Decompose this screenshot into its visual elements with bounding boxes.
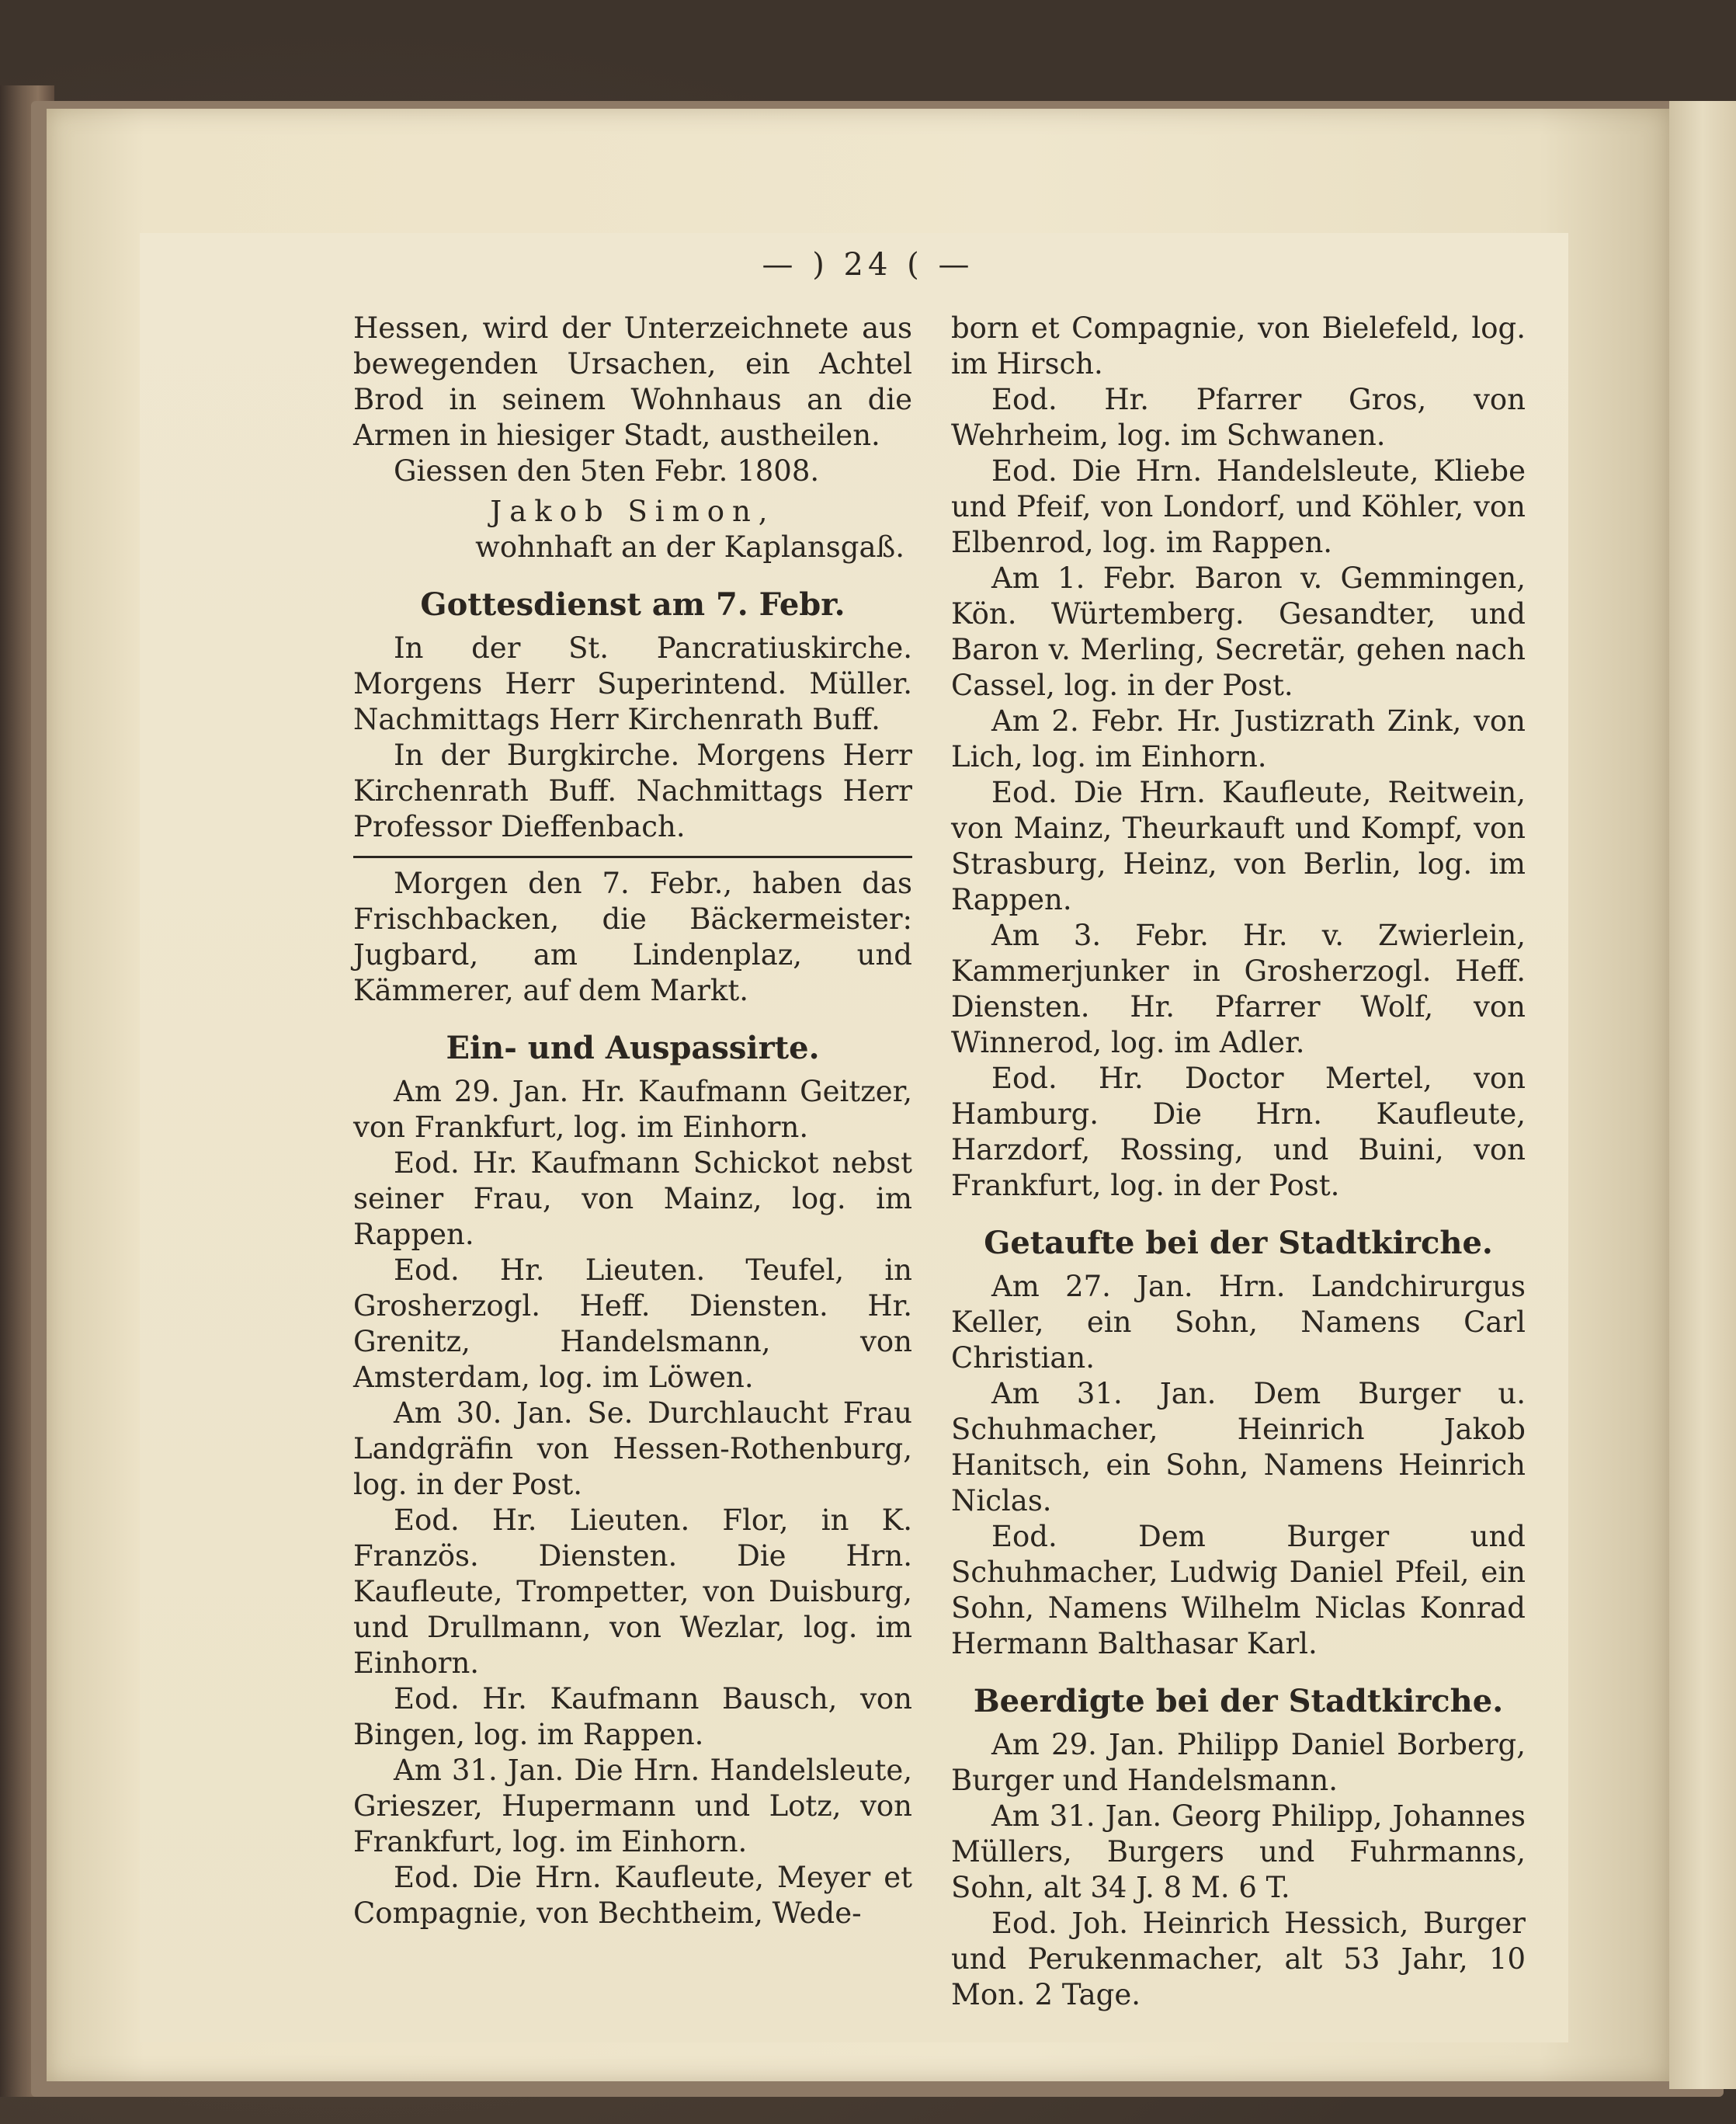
date-line: Giessen den 5ten Febr. 1808. bbox=[394, 454, 820, 488]
baptism-entry: Am 31. Jan. Dem Burger u. Schuhmacher, Heinrich Jakob Hanitsch, ein Sohn, Namens Heinrich Niclas. bbox=[951, 1377, 1526, 1517]
right-column bbox=[951, 311, 1526, 2013]
traveller-entry: Eod. Hr. Kaufmann Schickot nebst seiner Frau, von Mainz, log. im Rappen. bbox=[353, 1146, 912, 1251]
signature-name: Jakob Simon, bbox=[490, 495, 776, 528]
baptism-entry: Am 27. Jan. Hrn. Landchirurgus Keller, ein Sohn, Namens Carl Christian. bbox=[951, 1270, 1526, 1375]
intro-paragraph: Hessen, wird der Unterzeichnete aus bewegenden Ursachen, ein Achtel Brod in seinem Wohnhaus an die Armen in hiesiger Stadt, austheilen. bbox=[353, 311, 912, 452]
section-divider bbox=[353, 856, 912, 858]
next-page-edge bbox=[1669, 101, 1736, 2089]
burial-entry: Eod. Joh. Heinrich Hessich, Burger und Perukenmacher, alt 53 Jahr, 10 Mon. 2 Tage. bbox=[951, 1907, 1526, 2011]
traveller-entry: Eod. Hr. Lieuten. Teufel, in Grosherzogl. Heff. Diensten. Hr. Grenitz, Handelsmann, von Amsterdam, log. im Löwen. bbox=[353, 1253, 912, 1394]
heading-travellers: Ein- und Auspassirte. bbox=[446, 1030, 820, 1066]
traveller-entry: Eod. Die Hrn. Kaufleute, Meyer et Compagnie, von Bechtheim, Wede- bbox=[353, 1861, 912, 1930]
heading-buried: Beerdigte bei der Stadtkirche. bbox=[973, 1683, 1504, 1719]
traveller-entry: Am 29. Jan. Hr. Kaufmann Geitzer, von Frankfurt, log. im Einhorn. bbox=[353, 1075, 912, 1144]
traveller-entry: Am 2. Febr. Hr. Justizrath Zink, von Lich, log. im Einhorn. bbox=[951, 704, 1526, 773]
baptism-entry: Eod. Dem Burger und Schuhmacher, Ludwig Daniel Pfeil, ein Sohn, Namens Wilhelm Niclas Konrad Hermann Balthasar Karl. bbox=[951, 1520, 1526, 1660]
heading-baptized: Getaufte bei der Stadtkirche. bbox=[984, 1225, 1493, 1261]
traveller-entry: Am 1. Febr. Baron v. Gemmingen, Kön. Würtemberg. Gesandter, und Baron v. Merling, Secretär, gehen nach Cassel, log. in der Post. bbox=[951, 561, 1526, 702]
bakers-notice: Morgen den 7. Febr., haben das Frischbacken, die Bäckermeister: Jugbard, am Lindenplaz, und Kämmerer, auf dem Markt. bbox=[353, 867, 912, 1007]
traveller-entry: Eod. Hr. Lieuten. Flor, in K. Französ. Diensten. Die Hrn. Kaufleute, Trompetter, von Duisburg, und Drullmann, von Wezlar, log. im Einhorn. bbox=[353, 1503, 912, 1680]
traveller-entry-continued: born et Compagnie, von Bielefeld, log. im Hirsch. bbox=[951, 311, 1526, 381]
traveller-entry: Eod. Die Hrn. Kaufleute, Reitwein, von Mainz, Theurkauft und Kompf, von Strasburg, Heinz, von Berlin, log. im Rappen. bbox=[951, 776, 1526, 916]
traveller-entry: Am 3. Febr. Hr. v. Zwierlein, Kammerjunker in Grosherzogl. Heff. Diensten. Hr. Pfarrer Wolf, von Winnerod, log. im Adler. bbox=[951, 919, 1526, 1059]
traveller-entry: Eod. Hr. Pfarrer Gros, von Wehrheim, log. im Schwanen. bbox=[951, 383, 1526, 452]
worship-paragraph: In der St. Pancratiuskirche. Morgens Herr Superintend. Müller. Nachmittags Herr Kirchenrath Buff. bbox=[353, 631, 912, 736]
burial-entry: Am 29. Jan. Philipp Daniel Borberg, Burger und Handelsmann. bbox=[951, 1728, 1526, 1797]
traveller-entry: Am 31. Jan. Die Hrn. Handelsleute, Grieszer, Hupermann und Lotz, von Frankfurt, log. im Einhorn. bbox=[353, 1754, 912, 1858]
traveller-entry: Eod. Hr. Kaufmann Bausch, von Bingen, log. im Rappen. bbox=[353, 1682, 912, 1751]
left-column bbox=[353, 311, 912, 1931]
heading-worship: Gottesdienst am 7. Febr. bbox=[420, 586, 845, 623]
traveller-entry: Eod. Die Hrn. Handelsleute, Kliebe und Pfeif, von Londorf, und Köhler, von Elbenrod, log. im Rappen. bbox=[951, 454, 1526, 559]
worship-paragraph: In der Burgkirche. Morgens Herr Kirchenrath Buff. Nachmittags Herr Professor Dieffenbach. bbox=[353, 739, 912, 843]
signature-address: wohnhaft an der Kaplansgaß. bbox=[475, 530, 904, 564]
traveller-entry: Eod. Hr. Doctor Mertel, von Hamburg. Die Hrn. Kaufleute, Harzdorf, Rossing, und Buini, von Frankfurt, log. in der Post. bbox=[951, 1062, 1526, 1202]
burial-entry: Am 31. Jan. Georg Philipp, Johannes Müllers, Burgers und Fuhrmanns, Sohn, alt 34 J. 8 M. 6 T. bbox=[951, 1799, 1526, 1904]
traveller-entry: Am 30. Jan. Se. Durchlaucht Frau Landgräfin von Hessen-Rothenburg, log. in der Post. bbox=[353, 1396, 912, 1501]
page-number-header: — ) 24 ( — bbox=[762, 247, 974, 283]
